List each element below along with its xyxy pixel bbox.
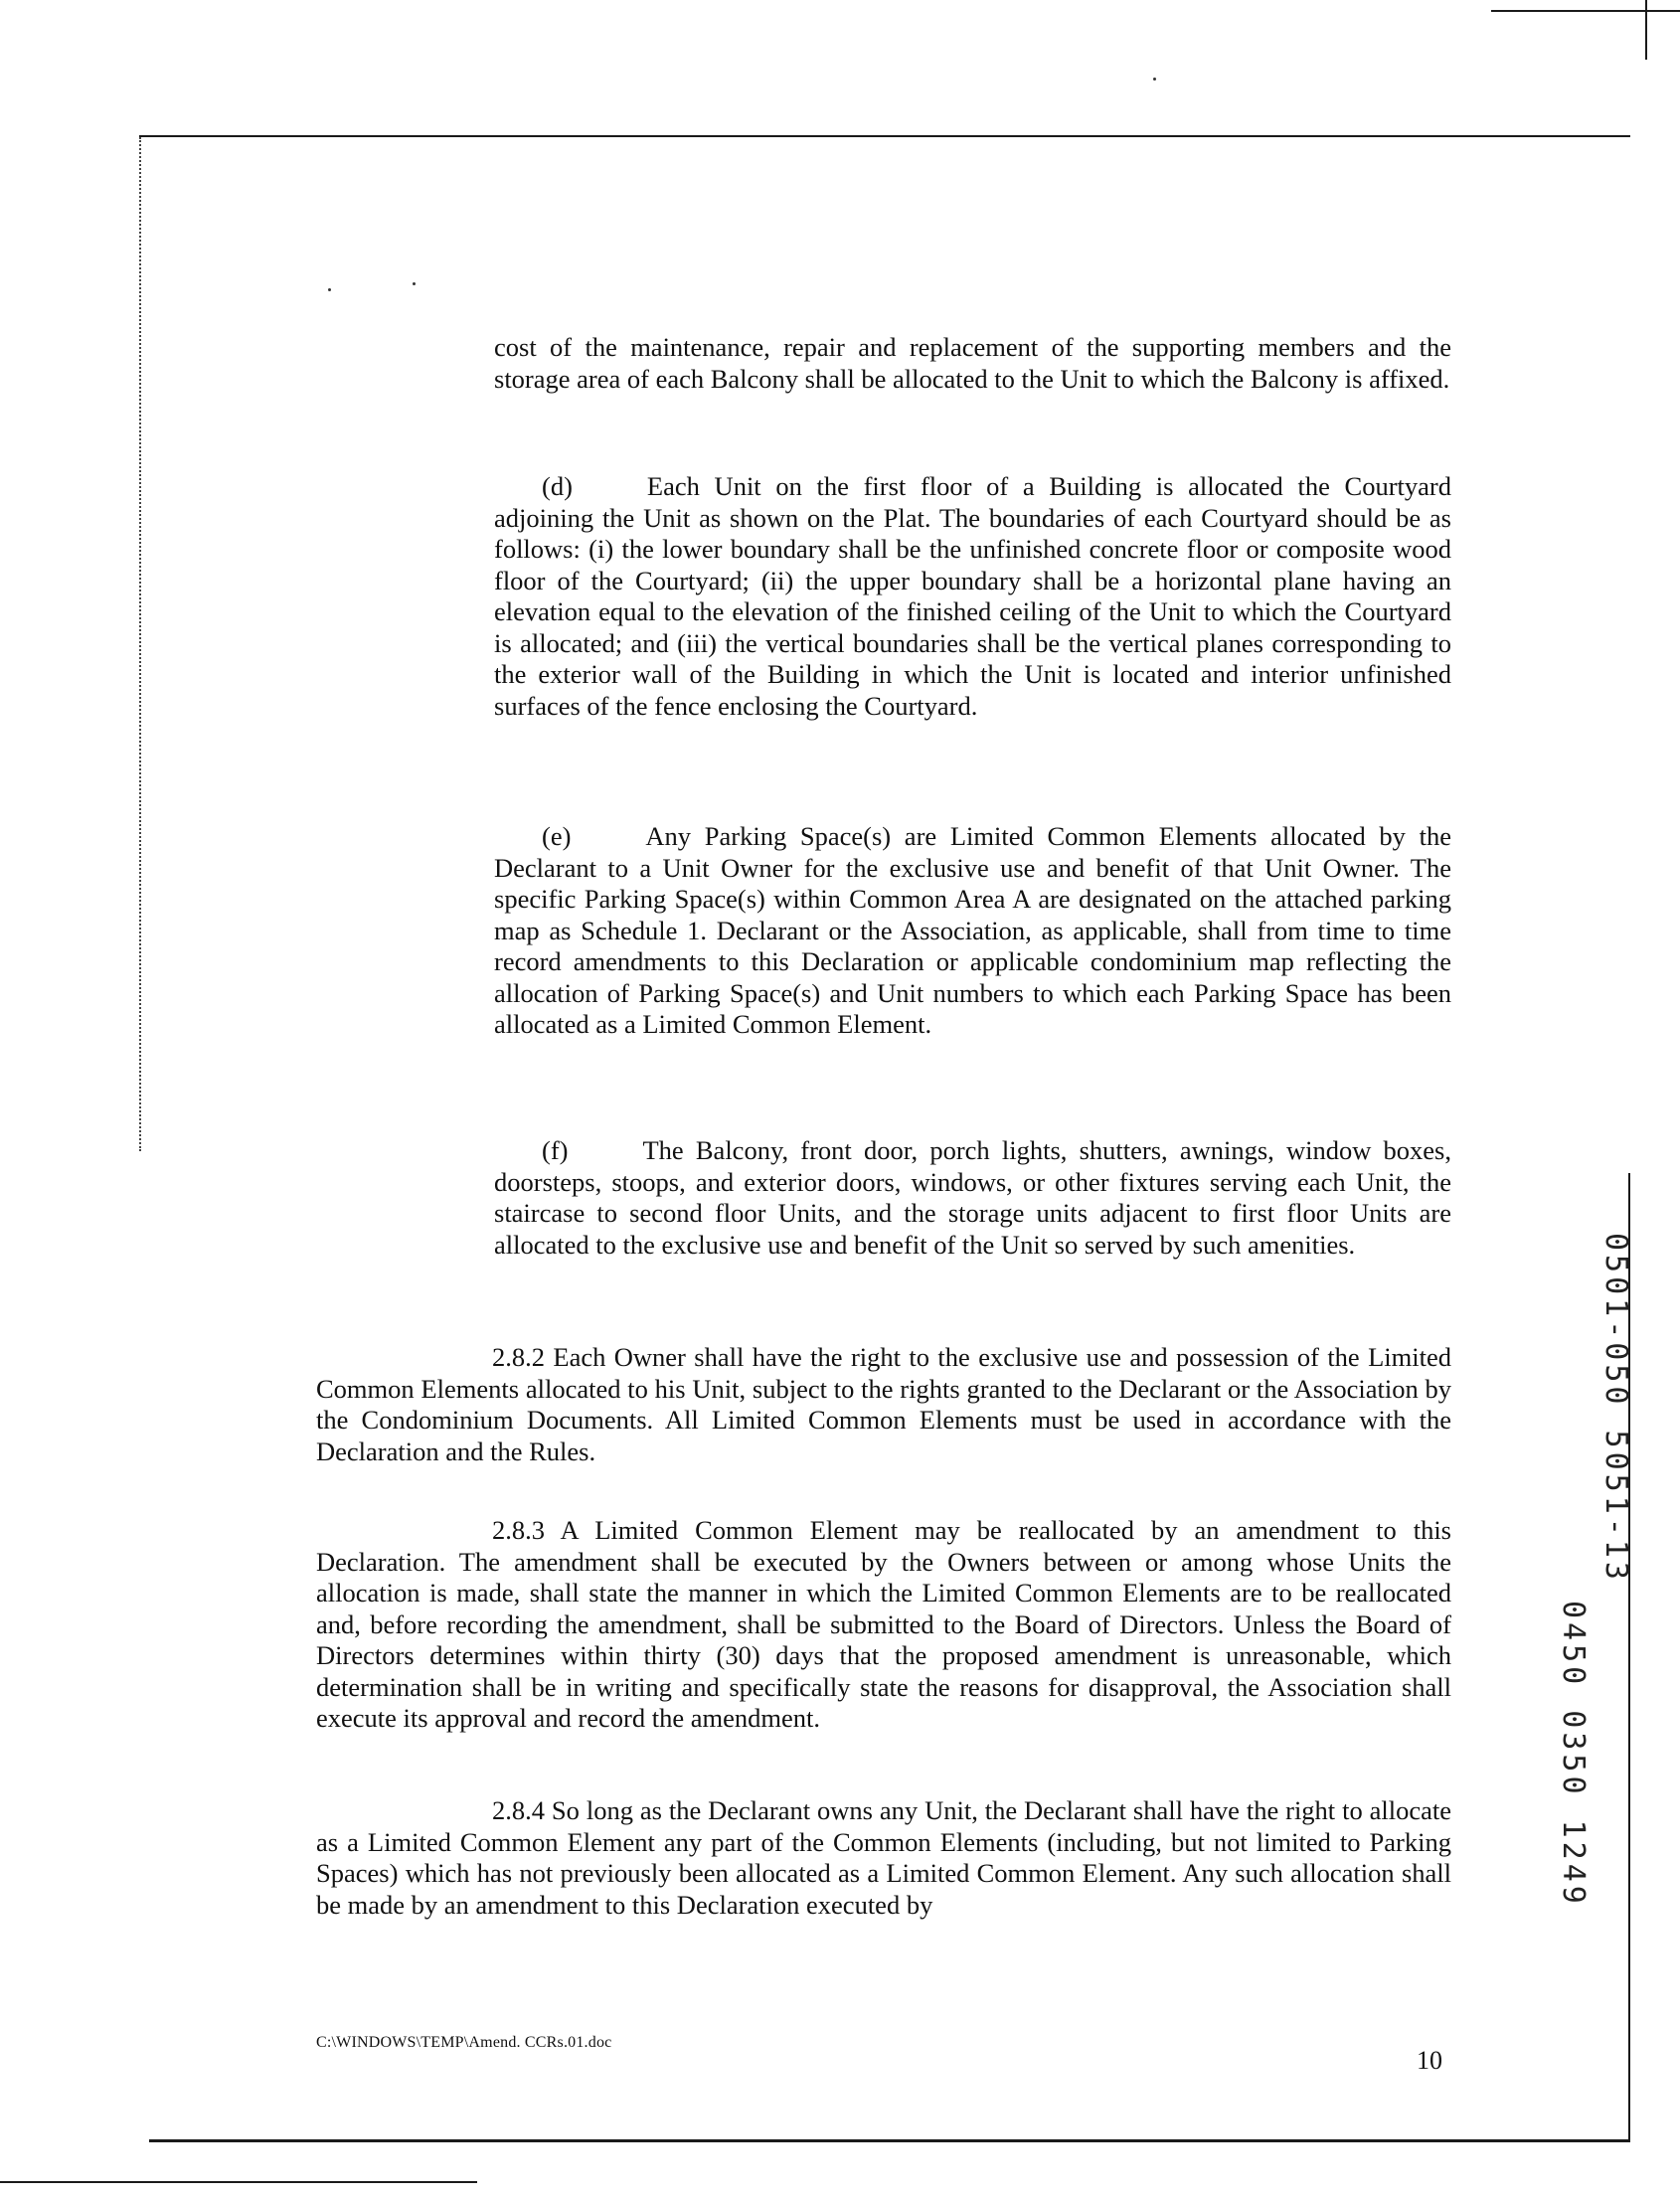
scan-frame-bottom-edge: [0, 2181, 477, 2183]
section-text: Each Owner shall have the right to the exclusive use and possession of the Limited Common Elements allocated to his Unit, subject to the rights granted to the Declarant or the Association by the Condominium Documents. All Limited Common Elements must be used in accordance with the Declaration and the Rules.: [316, 1342, 1451, 1466]
subparagraph-label: (e): [542, 821, 572, 851]
subparagraph-text: The Balcony, front door, porch lights, shutters, awnings, window boxes, doorsteps, stoops, and exterior doors, windows, or other fixtures serving each Unit, the staircase to second floor Units, and the storage units adjacent to first floor Units are allocated to the exclusive use and benefit of the Unit so served by such amenities.: [494, 1135, 1451, 1260]
scan-frame-left-dotted-line: [139, 137, 141, 1151]
subparagraph-text: Each Unit on the first floor of a Building is allocated the Courtyard adjoining the Unit as shown on the Plat. The boundaries of each Courtyard should be as follows: (i) the lower boundary shall be the unfinished concrete floor or composite wood floor of the Courtyard; (ii) the upper boundary shall be a horizontal plane having an elevation equal to the elevation of the finished ceiling of the Unit to which the Courtyard is allocated; and (iii) the vertical boundaries shall be the vertical planes corresponding to the exterior wall of the Building in which the Unit is located and interior unfinished surfaces of the fence enclosing the Courtyard.: [494, 471, 1451, 721]
subparagraph-text: Any Parking Space(s) are Limited Common Elements allocated by the Declarant to a Unit Owner for the exclusive use and benefit of that Unit Owner. The specific Parking Space(s) within Common Area A are designated on the attached parking map as Schedule 1. Declarant or the Association, as applicable, shall from time to time record amendments to this Declaration or applicable condominium map reflecting the allocation of Parking Space(s) and Unit numbers to which each Parking Space has been allocated as a Limited Common Element.: [494, 821, 1451, 1039]
page-number: 10: [1417, 2046, 1442, 2075]
section-number: 2.8.3: [492, 1515, 545, 1545]
section-2-8-2: [316, 1342, 1451, 1467]
paragraph-continuation: [494, 332, 1451, 395]
recording-stamp-lower: 0450 0350 1249: [1556, 1601, 1591, 1908]
subparagraph-label: (d): [542, 471, 573, 501]
recording-stamp-upper: 0501-050 5051-13: [1598, 1233, 1633, 1584]
subparagraph-label: (f): [542, 1135, 569, 1165]
subparagraph-f: [494, 1135, 1451, 1261]
section-number: 2.8.4: [492, 1795, 545, 1825]
subparagraph-d: [494, 471, 1451, 722]
section-text: A Limited Common Element may be reallocated by an amendment to this Declaration. The amendment shall be executed by the Owners between or among whose Units the allocation is made, shall state the manner in which the Limited Common Elements are to be reallocated and, before recording the amendment, shall be submitted to the Board of Directors. Unless the Board of Directors determines within thirty (30) days that the proposed amendment is unreasonable, which determination shall be in writing and specifically state the reasons for disapproval, the Association shall execute its approval and record the amendment.: [316, 1515, 1451, 1733]
section-number: 2.8.2: [492, 1342, 545, 1372]
scan-speck: [1153, 78, 1156, 81]
scan-speck: [328, 288, 331, 291]
subparagraph-e: [494, 821, 1451, 1041]
section-text: So long as the Declarant owns any Unit, the Declarant shall have the right to allocate as a Limited Common Element any part of the Common Elements (including, but not limited to Parking Spaces) which has not previously been allocated as a Limited Common Element. Any such allocation shall be made by an amendment to this Declaration executed by: [316, 1795, 1452, 1920]
scan-frame-bottom-line: [149, 2139, 1630, 2142]
scan-frame-top-right-line: [1491, 10, 1680, 12]
paragraph-text: cost of the maintenance, repair and replacement of the supporting members and the storage area of each Balcony shall be allocated to the Unit to which the Balcony is affixed.: [494, 332, 1451, 394]
section-2-8-4: [316, 1795, 1451, 1921]
scan-frame-right-stub: [1645, 0, 1647, 60]
scan-frame-top-line: [139, 135, 1630, 137]
section-2-8-3: [316, 1515, 1451, 1735]
scan-speck: [413, 282, 416, 285]
footer-file-path: C:\WINDOWS\TEMP\Amend. CCRs.01.doc: [316, 2034, 612, 2051]
